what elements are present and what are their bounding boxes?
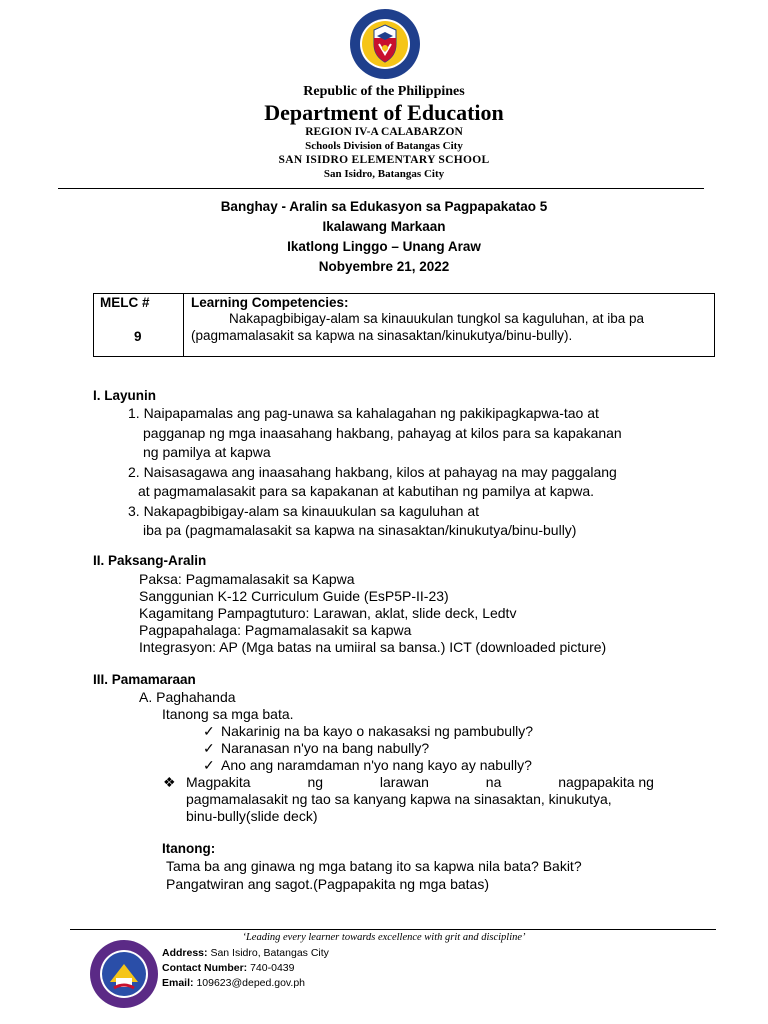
- quarter-label: Ikalawang Markaan: [322, 219, 446, 234]
- question-item: [203, 757, 532, 774]
- deped-seal-logo: [349, 8, 421, 80]
- paksang-aralin-line: Paksa: Pagmamalasakit sa Kapwa: [139, 571, 355, 587]
- paksang-aralin-line: Sanggunian K-12 Curriculum Guide (EsP5P-II-23): [139, 588, 449, 604]
- question-item: [203, 740, 429, 757]
- footer-address: [162, 947, 329, 959]
- layunin-line: pagganap ng mga inaasahang hakbang, pahayag at kilos para sa kapakanan: [143, 425, 622, 441]
- school-name: SAN ISIDRO ELEMENTARY SCHOOL: [278, 154, 490, 166]
- paksang-aralin-heading: II. Paksang-Aralin: [93, 553, 207, 568]
- question-text: Nakarinig na ba kayo o nakasaksi ng pambubully?: [221, 723, 534, 739]
- magpakita-word: Magpakita: [186, 774, 251, 790]
- week-day-label: Ikatlong Linggo – Unang Araw: [287, 239, 481, 254]
- date-label: Nobyembre 21, 2022: [318, 259, 450, 274]
- checkmark-icon: ✓: [203, 740, 215, 756]
- division-label: Schools Division of Batangas City: [305, 140, 463, 152]
- footer-email: [162, 977, 305, 989]
- magpakita-word: ng: [307, 774, 324, 790]
- layunin-heading: I. Layunin: [93, 388, 157, 403]
- itanong-line: Pangatwiran ang sagot.(Pagpapakita ng mga batas): [166, 876, 489, 892]
- magpakita-line: pagmamalasakit ng tao sa kanyang kapwa na sinasaktan, kinukutya,: [186, 791, 612, 807]
- email-label: Email:: [162, 977, 194, 989]
- address-label: Address:: [162, 947, 208, 959]
- lesson-plan-title: Banghay - Aralin sa Edukasyon sa Pagpapakatao 5: [220, 199, 548, 214]
- layunin-line: ng pamilya at kapwa: [143, 444, 271, 460]
- pamamaraan-heading: III. Pamamaraan: [93, 672, 196, 687]
- header-divider: [58, 188, 704, 189]
- footer-divider: [70, 929, 716, 930]
- school-motto: ‘Leading every learner towards excellence with grit and discipline’: [242, 932, 526, 943]
- learning-competency-line: Nakapagbibigay-alam sa kinauukulan tungkol sa kaguluhan, at iba pa: [229, 311, 645, 326]
- itanong-intro: Itanong sa mga bata.: [162, 706, 294, 722]
- layunin-line: 3. Nakapagbibigay-alam sa kinauukulan sa kaguluhan at: [128, 503, 480, 519]
- footer-contact: [162, 962, 294, 974]
- melc-table: [93, 293, 715, 357]
- melc-number: 9: [134, 329, 142, 344]
- diamond-bullet-icon: ❖: [163, 774, 176, 790]
- address-value: San Isidro, Batangas City: [210, 947, 329, 959]
- republic-label: Republic of the Philippines: [303, 84, 465, 99]
- school-logo: [88, 938, 160, 1010]
- question-text: Naranasan n'yo na bang nabully?: [221, 740, 430, 756]
- checkmark-icon: ✓: [203, 757, 215, 773]
- question-item: [203, 723, 533, 740]
- melc-header: MELC #: [100, 295, 150, 310]
- paksang-aralin-line: Integrasyon: AP (Mga batas na umiiral sa bansa.) ICT (downloaded picture): [139, 639, 607, 655]
- magpakita-word: na: [485, 774, 502, 790]
- melc-column-divider: [183, 294, 184, 356]
- magpakita-line: [186, 774, 654, 790]
- itanong-line: Tama ba ang ginawa ng mga batang ito sa kapwa nila bata? Bakit?: [166, 858, 582, 874]
- layunin-line: iba pa (pagmamalasakit sa kapwa na sinasaktan/kinukutya/binu-bully): [143, 522, 577, 538]
- email-value: 109623@deped.gov.ph: [196, 977, 305, 989]
- magpakita-line: binu-bully(slide deck): [186, 808, 318, 824]
- question-text: Ano ang naramdaman n'yo nang kayo ay nabully?: [221, 757, 532, 773]
- magpakita-word: larawan: [379, 774, 429, 790]
- paksang-aralin-line: Pagpapahalaga: Pagmamalasakit sa kapwa: [139, 622, 412, 638]
- school-location: San Isidro, Batangas City: [323, 168, 445, 180]
- layunin-line: at pagmamalasakit para sa kapakanan at kabutihan ng pamilya at kapwa.: [138, 483, 595, 499]
- itanong-heading: Itanong:: [162, 841, 216, 856]
- learning-competency-line: (pagmamalasakit sa kapwa na sinasaktan/kinukutya/binu-bully).: [191, 328, 573, 343]
- magpakita-word: nagpapakita ng: [558, 774, 654, 790]
- contact-value: 740-0439: [250, 962, 295, 974]
- checkmark-icon: ✓: [203, 723, 215, 739]
- learning-competencies-header: Learning Competencies:: [191, 295, 349, 310]
- department-title: Department of Education: [264, 100, 504, 125]
- paksang-aralin-line: Kagamitang Pampagtuturo: Larawan, aklat, slide deck, Ledtv: [139, 605, 517, 621]
- paghahanda-subheading: A. Paghahanda: [139, 689, 236, 705]
- layunin-line: 2. Naisasagawa ang inaasahang hakbang, kilos at pahayag na may paggalang: [128, 464, 617, 480]
- layunin-line: 1. Naipapamalas ang pag-unawa sa kahalagahan ng pakikipagkapwa-tao at: [128, 405, 599, 421]
- region-label: REGION IV-A CALABARZON: [305, 126, 463, 138]
- contact-label: Contact Number:: [162, 962, 248, 974]
